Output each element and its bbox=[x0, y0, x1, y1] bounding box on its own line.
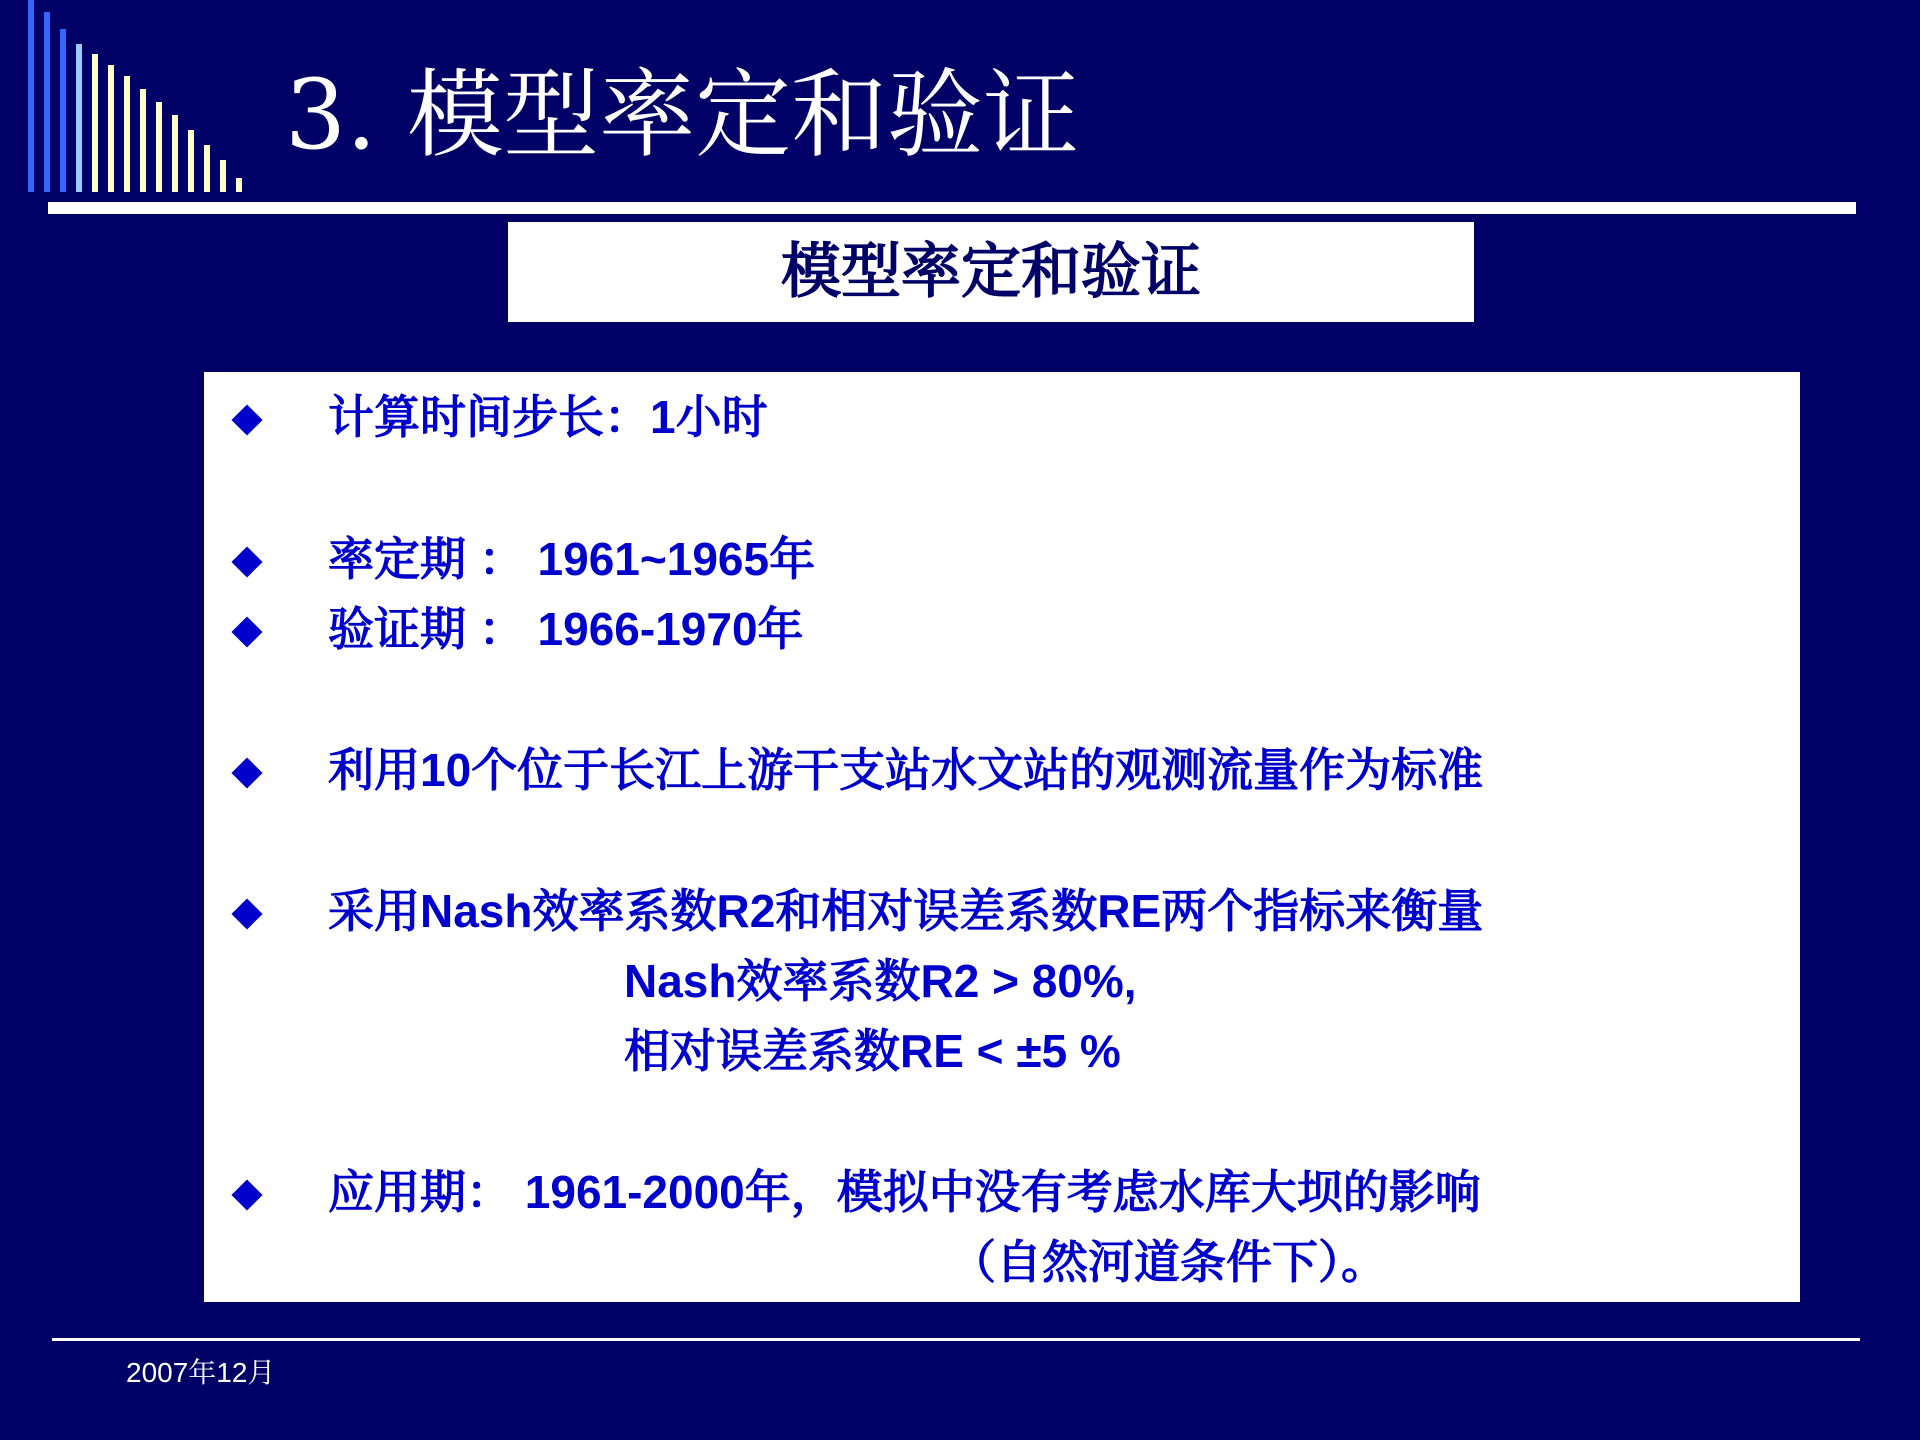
item-indicator-re: 相对误差系数RE < ±5 % bbox=[624, 1025, 1121, 1077]
slide-title: 3. 模型率定和验证 bbox=[285, 59, 1080, 171]
item-indicator-nash: Nash效率系数R2 > 80%, bbox=[624, 955, 1137, 1007]
item-indicators: 采用Nash效率系数R2和相对误差系数RE两个指标来衡量 bbox=[328, 885, 1484, 937]
decorative-bars bbox=[28, 0, 238, 192]
item-application-period: 应用期： 1961-2000年，模拟中没有考虑水库大坝的影响 bbox=[328, 1166, 1481, 1218]
footer-divider bbox=[52, 1338, 1860, 1341]
title-divider bbox=[48, 202, 1856, 214]
item-validation-period: 验证期 ： 1966-1970年 bbox=[328, 603, 804, 655]
item-application-note: （自然河道条件下）。 bbox=[950, 1236, 1387, 1288]
item-calibration-period: 率定期 ： 1961~1965年 bbox=[328, 533, 816, 585]
content-box bbox=[204, 372, 1800, 1302]
item-time-step: 计算时间步长：1小时 bbox=[328, 391, 768, 443]
subtitle-box: 模型率定和验证 bbox=[508, 222, 1474, 322]
footer-date: 2007年12月 bbox=[126, 1357, 276, 1388]
item-observation-standard: 利用10个位于长江上游干支站水文站的观测流量作为标准 bbox=[328, 744, 1484, 796]
